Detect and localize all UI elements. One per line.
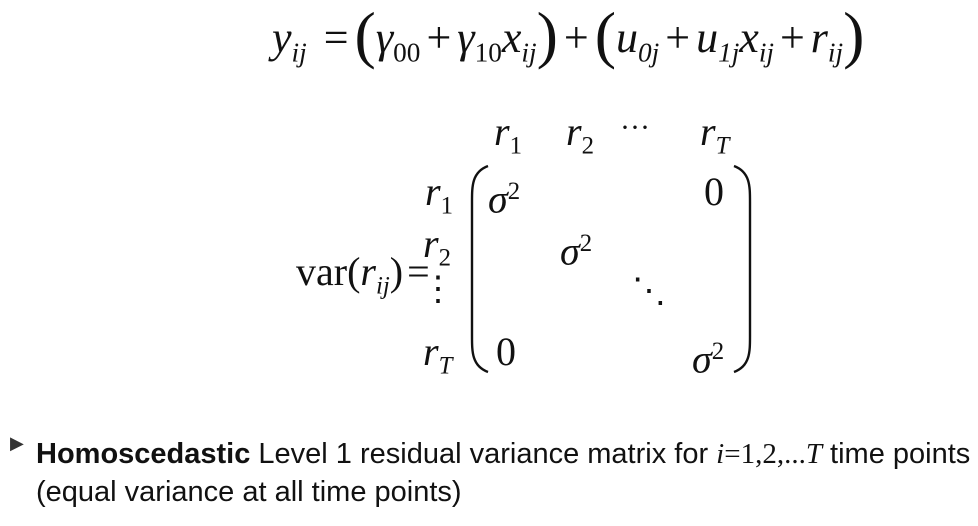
eq-x-2: x [739, 13, 759, 62]
caption-values: =1,2,... [724, 438, 806, 470]
matrix-right-bracket [730, 162, 756, 376]
eq-y: y [272, 13, 292, 62]
caption-i: i [716, 438, 725, 470]
matrix-entry-sigma-2-2: $\sigma^2$ [560, 228, 593, 274]
eq-equals: = [323, 13, 349, 62]
caption-bold-term: Homoscedastic [36, 438, 251, 470]
eq-gamma-00: γ [375, 13, 394, 62]
eq-u1-sub: 1j [718, 37, 740, 68]
eq-plus-1: + [426, 13, 452, 62]
eq-r-sub: ij [827, 37, 844, 68]
caption-text-2: time points (equal variance at all time points) [36, 438, 971, 508]
eq-plus-4: + [779, 13, 805, 62]
matrix-entry-ddots: ⋱ [632, 273, 666, 310]
eq-u0: u [616, 13, 639, 62]
caption-text [36, 435, 976, 511]
eq-plus-3: + [665, 13, 691, 62]
row-label-r1: $r_1$ [425, 169, 453, 220]
row-label-rT: $r_T$ [423, 329, 453, 380]
eq-y-sub: ij [291, 37, 307, 68]
eq-gamma-10-sub: 10 [474, 37, 502, 68]
mixed-model-equation [272, 2, 864, 86]
matrix-entry-zero-T-1: 0 [496, 329, 516, 374]
eq-r: r [810, 13, 828, 62]
eq-x-1-sub: ij [521, 37, 537, 68]
row-label-vdots: ⋮ [421, 271, 455, 308]
eq-u0-sub: 0j [638, 37, 660, 68]
col-header-dots: ··· [620, 111, 650, 144]
col-header-r2: $r_2$ [566, 109, 594, 160]
variance-lhs: $var(r_{ij})$ = [296, 249, 430, 300]
eq-open-paren-2: ( [594, 0, 617, 70]
caption-text-1: Level 1 residual variance matrix for [250, 438, 717, 470]
eq-close-paren-2: ) [843, 0, 865, 70]
matrix-entry-sigma-1-1: $\sigma^2$ [488, 176, 521, 222]
eq-gamma-10: γ [457, 13, 475, 62]
matrix-entry-zero-1-T: 0 [704, 169, 724, 214]
col-header-r1: $r_1$ [494, 109, 522, 160]
bullet-icon: ▶ [10, 433, 24, 453]
eq-u1: u [696, 13, 719, 62]
eq-plus-2: + [563, 13, 589, 62]
eq-x-1: x [501, 13, 522, 62]
caption-T: T [805, 438, 822, 470]
row-label-r2: $r_2$ [423, 221, 451, 272]
eq-gamma-00-sub: 00 [393, 37, 421, 68]
matrix-entry-sigma-T-T: $\sigma^2$ [692, 336, 725, 382]
eq-open-paren-1: ( [354, 0, 376, 70]
eq-x-2-sub: ij [758, 37, 774, 68]
col-header-rT: $r_T$ [700, 109, 730, 160]
eq-close-paren-1: ) [536, 0, 558, 70]
